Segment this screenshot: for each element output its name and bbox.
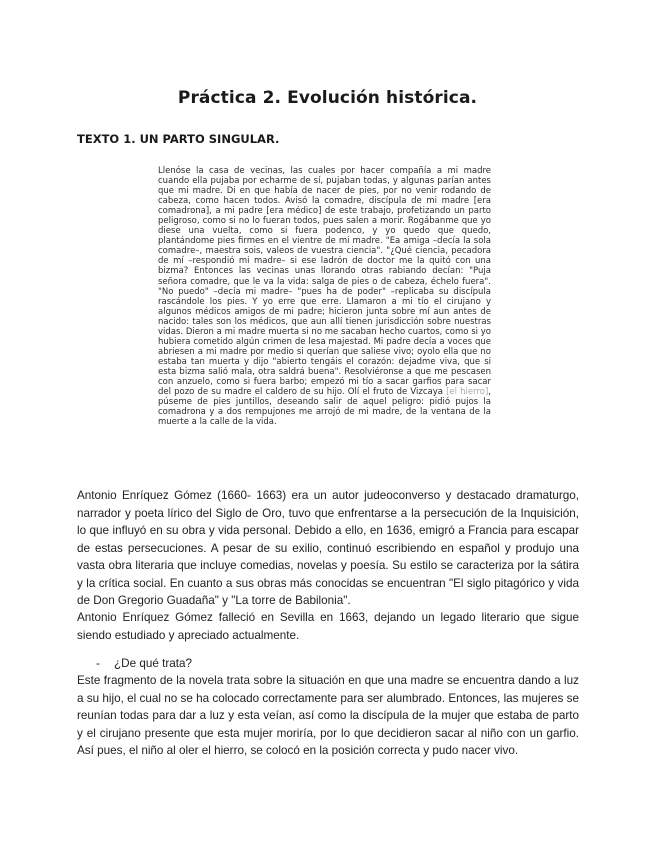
excerpt-quote bbox=[158, 166, 491, 427]
excerpt-text-end: , púseme de pies juntillos, deseando salir de aquel peligro: pidió pujos la comadrona y a dos rempujones me arrojó de mi madre, de la ventana de la muerte a la calle de la vida. bbox=[158, 387, 491, 428]
author-death-paragraph: Antonio Enríquez Gómez falleció en Sevilla en 1663, dejando un legado literario que sigue siendo estudiado y apreciado actualmente. bbox=[77, 611, 579, 642]
excerpt-text: Llenóse la casa de vecinas, las cuales por hacer compañía a mi madre cuando ella pujaba por echarme de sí, pujaban todas, y algunas parían antes que mi madre. Di en que había de nacer de pies, por no venir rodando de cabeza, como hacen todos. Avisó la comadre, discípula de mi madre [era comadrona], a mi padre [era médico] de este trabajo, profetizando un parto peligroso, como si no lo fueran todos, pues salen a morir. Rogábanme que yo diese una vuelta, como si fuera podenco, y yo quedo que quedo, plantándome pies firmes en el vientre de mi madre. "Ea amiga –decía la sola comadre–, maestra sois, valeos de vuestra ciencia". "¿Qué ciencia, pecadora de mí –respondió mi madre– si ese ladrón de doctor me la quitó con una bizma? Entonces las vecinas unas llorando otras rabiando decían: "Puja señora comadre, que le va la vida: salga de pies o de cabeza, échelo fuera". "No puedo" –decía mi madre– "pues ha de poder" –replicaba su discípula rascándole los pies. Y yo erre que erre. Llamaron a mi tío el cirujano y algunos médicos amigos de mi padre; hicieron junta sobre mí aun antes de nacido: tales son los médicos, que aun allí tienen jurisdicción sobre nuestras vidas. Dieron a mi madre muerta si no me sacaban hecho cuartos, como si yo hubiera cometido algún crimen de lesa majestad. Mi padre decía a voces que abriesen a mi madre por medio si querían que saliese vivo; oyolo ella que no estaba tan muerta y dijo "abierto tengáis el corazón: dejadme viva, que si esta bizma salió mala, otra saldrá buena". Resolviéronse a que me pescasen con anzuelo, como si fuera barbo; empezó mi tío a sacar garfios para sacar del pozo de su madre el caldero de su hijo. Olí el fruto de Vizcaya bbox=[158, 166, 491, 398]
section-heading: TEXTO 1. UN PARTO SINGULAR. bbox=[77, 132, 280, 146]
author-bio-paragraph: Antonio Enríquez Gómez (1660- 1663) era un autor judeoconverso y destacado dramaturgo, narrador y poeta lírico del Siglo de Oro, tuvo que enfrentarse a la persecución de la Inquisición, lo que influyó en su obra y vida personal. Debido a ello, en 1636, emigró a Francia para escapar de estas persecuciones. A pesar de su exilio, continuó escribiendo en español y produjo una vasta obra literaria que incluye comedias, novelas y poesía. Su estilo se caracteriza por la sátira y la crítica social. En cuanto a sus obras más conocidas se encuentran "El siglo pitagórico y vida de Don Gregorio Guadaña" y "La torre de Babilonia". bbox=[77, 489, 579, 607]
bullet-dash: - bbox=[96, 657, 100, 670]
question-bullet bbox=[96, 657, 192, 670]
excerpt-faded-note: [el hierro] bbox=[446, 387, 489, 398]
question-text: ¿De qué trata? bbox=[114, 657, 192, 670]
page-title: Práctica 2. Evolución histórica. bbox=[177, 88, 478, 108]
summary-paragraph: Este fragmento de la novela trata sobre la situación en que una madre se encuentra dando a luz a su hijo, el cual no se ha colocado correctamente para ser alumbrado. Entonces, las mujeres se reunían todas para dar a luz y esta veían, así como la discípula de la mujer que estaba de parto y el cirujano presente que esta mujer moriría, por lo que decidieron sacar al niño con un garfio. Así pues, el niño al oler el hierro, se colocó en la posición correcta y pudo nacer vivo. bbox=[77, 674, 579, 757]
